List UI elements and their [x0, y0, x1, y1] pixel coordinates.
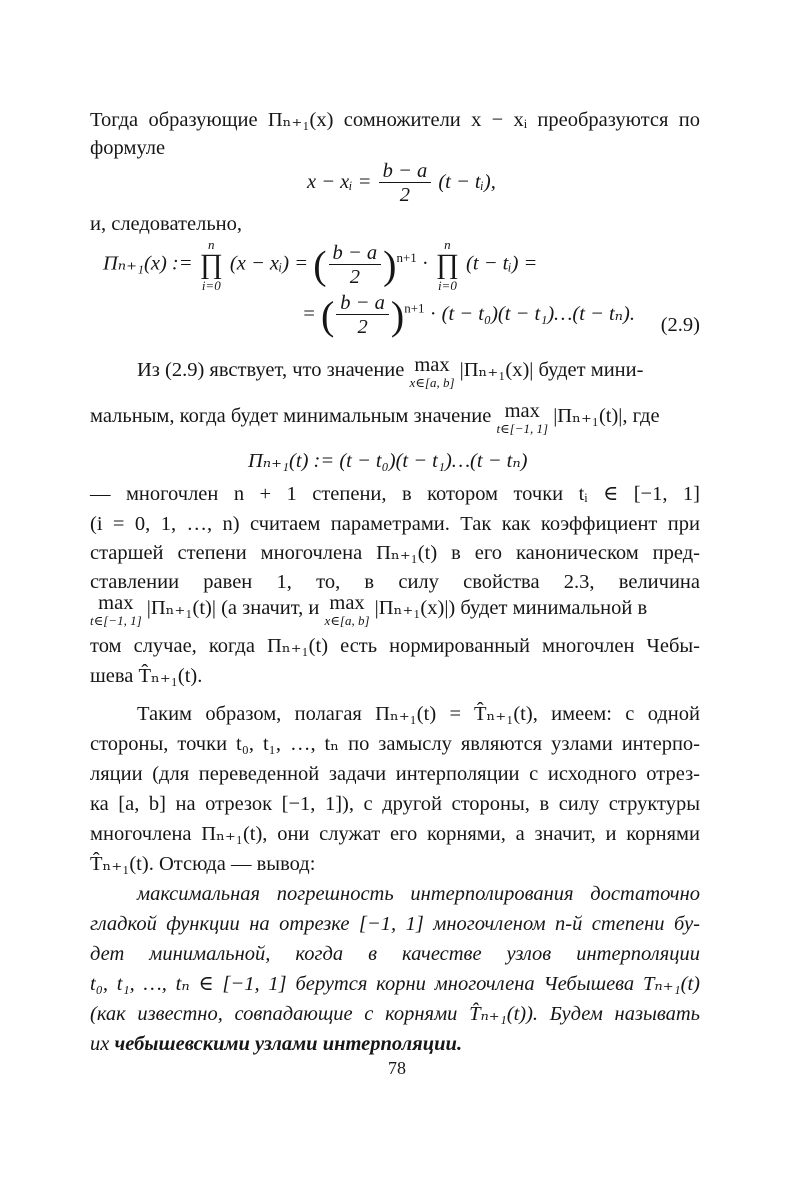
text-line: и, следовательно,	[90, 213, 243, 235]
text-line: ляции (для переведенной задачи интерполяции с исходного отрез-	[90, 763, 700, 785]
product-body: (x − xᵢ) =	[229, 252, 309, 275]
max-word: max	[98, 592, 134, 614]
text-line: — многочлен n + 1 степени, в котором точки tᵢ ∈ [−1, 1]	[90, 483, 700, 505]
fraction-denominator: 2	[349, 265, 360, 288]
text-line: t₀, t₁, …, tₙ ∈ [−1, 1] берутся корни многочлена Чебышева Tₙ₊₁(t)	[90, 973, 700, 995]
text-line: (как известно, совпадающие с корнями T̂ₙ₊₁(t)). Будем называть	[90, 1003, 700, 1025]
fraction-denominator: 2	[399, 184, 411, 206]
fraction-numerator: b − a	[379, 160, 432, 183]
equation-number: (2.9)	[660, 314, 700, 336]
text-span: |Πₙ₊₁(t)| (а значит, и	[146, 597, 320, 619]
text-span: их	[90, 1033, 110, 1055]
formula-lhs: Πₙ₊₁(x) :=	[103, 252, 193, 275]
text-line	[90, 402, 700, 438]
text-line: ставлении равен 1, то, в силу свойства 2.3, величина	[90, 571, 700, 593]
max-word: max	[504, 400, 540, 422]
product-lower-limit: i=0	[201, 278, 221, 293]
text-line: стороны, точки t₀, t₁, …, tₙ по замыслу являются узлами интерпо-	[90, 733, 700, 755]
max-range: x∈[a, b]	[324, 613, 370, 628]
text-line: максимальная погрешность интерполирования достаточно	[137, 883, 700, 905]
formula-rhs: (t − tᵢ),	[438, 171, 496, 194]
text-line	[137, 356, 707, 392]
product-lower-limit: i=0	[437, 278, 457, 293]
fraction-denominator: 2	[357, 316, 368, 338]
text-line: гладкой функции на отрезке [−1, 1] многочленом n-й степени бу-	[90, 913, 700, 935]
text-span: |Πₙ₊₁(x)| будет мини-	[459, 359, 644, 381]
text-line: Таким образом, полагая Πₙ₊₁(t) = T̂ₙ₊₁(t), имеем: с одной	[137, 703, 700, 725]
max-range: t∈[−1, 1]	[90, 613, 142, 628]
emphasized-term: чебышевскими узлами интерполяции.	[114, 1033, 463, 1055]
page-number: 78	[388, 1058, 406, 1078]
text-span: |Πₙ₊₁(t)|, где	[553, 405, 660, 427]
max-operator	[496, 402, 548, 438]
text-line: шева T̂ₙ₊₁(t).	[90, 665, 203, 687]
product-symbol: n ∏ i=0	[199, 237, 223, 293]
text-line: старшей степени многочлена Πₙ₊₁(t) в его каноническом пред-	[90, 542, 700, 564]
text-line: том случае, когда Πₙ₊₁(t) есть нормированный многочлен Чебы-	[90, 635, 700, 657]
product-upper-limit: n	[444, 237, 451, 252]
text-line: ка [a, b] на отрезок [−1, 1]), с другой стороны, в силу структуры	[90, 793, 700, 815]
max-operator	[410, 356, 455, 392]
fraction	[336, 292, 389, 339]
product-symbol: n ∏ i=0	[435, 237, 459, 293]
formula-product-1: Πₙ₊₁(x) := n ∏ i=0 (x − xᵢ) = ( $\frac{b - a}{2}$ )$^{n+1}$ · n ∏ i=0 (t − tᵢ) =	[103, 237, 538, 293]
max-operator	[325, 594, 370, 630]
max-word: max	[414, 354, 450, 376]
product-expanded: (t − t₀)(t − t₁)…(t − tₙ).	[441, 303, 635, 326]
text-line: дет минимальной, когда в качестве узлов интерполяции	[90, 943, 700, 965]
text-span: Из (2.9) явствует, что значение	[137, 359, 405, 381]
power: n+1	[396, 249, 417, 265]
max-word: max	[329, 592, 365, 614]
fraction-numerator: b − a	[329, 242, 382, 265]
text-line: многочлена Πₙ₊₁(t), они служат его корнями, а значит, и корнями	[90, 823, 700, 845]
formula-lhs: x − xᵢ =	[307, 171, 372, 194]
max-range: x∈[a, b]	[409, 375, 455, 390]
power: n+1	[404, 300, 425, 316]
formula-pi: Πₙ₊₁(t) := (t − t₀)(t − t₁)…(t − tₙ)	[248, 450, 528, 472]
max-range: t∈[−1, 1]	[496, 421, 549, 436]
text-line: формуле	[90, 137, 166, 159]
formula-eq: =	[302, 303, 316, 326]
text-line: (i = 0, 1, …, n) считаем параметрами. Так как коэффициент при	[90, 513, 700, 535]
max-operator	[90, 594, 142, 630]
fraction-numerator: b − a	[336, 292, 389, 315]
fraction	[329, 242, 382, 289]
formula-scale	[307, 160, 496, 207]
formula-product-2: = ( $\frac{b - a}{2}$ )$^{n+1}$ · (t − t₀)(t − t₁)…(t − tₙ).	[302, 292, 635, 338]
text-span: |Πₙ₊₁(x)|) будет минимальной в	[374, 597, 648, 619]
text-line	[90, 1030, 700, 1058]
text-span: мальным, когда будет минимальным значение	[90, 405, 492, 427]
product-body: (t − tᵢ) =	[466, 252, 538, 275]
text-line: Тогда образующие Πₙ₊₁(x) сомножители x − xᵢ преобразуются по	[90, 109, 700, 131]
product-upper-limit: n	[208, 237, 215, 252]
text-line: T̂ₙ₊₁(t). Отсюда — вывод:	[90, 853, 316, 875]
text-line	[90, 594, 700, 630]
fraction	[379, 160, 432, 207]
